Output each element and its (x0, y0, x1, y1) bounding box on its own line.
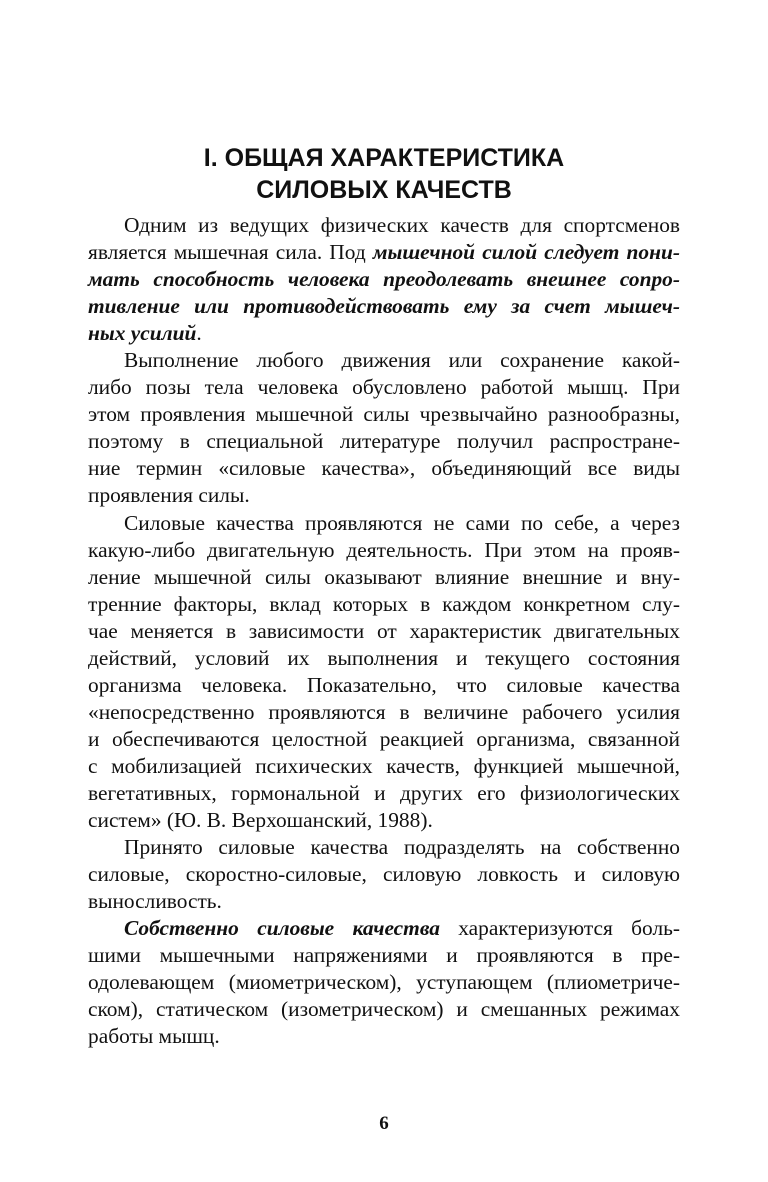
emphasis-text: мышечной силой следует пони- (372, 240, 680, 265)
text-line: Принято силовые качества подразделять на собственно (124, 835, 680, 860)
chapter-title-line-1: I. ОБЩАЯ ХАРАКТЕРИСТИКА (203, 144, 565, 172)
emphasis-line: мать способность человека преодолевать внешнее сопро- (88, 267, 680, 292)
text-line: либо позы тела человека обусловлено работой мышц. При (88, 375, 680, 400)
chapter-title (0, 142, 768, 206)
page-number: 6 (379, 1113, 389, 1134)
text-line: действий, условий их выполнения и текущего состояния (88, 645, 680, 670)
text-line: чае меняется в зависимости от характеристик двигательных (88, 618, 680, 643)
text-line: ском), статическом (изометрическом) и смешанных режимах (88, 997, 680, 1022)
text-line: и обеспечиваются целостной реакцией организма, связанной (88, 726, 680, 751)
paragraph-5 (88, 915, 680, 1050)
text-line: шими мышечными напряжениями и проявляются в пре- (88, 943, 680, 968)
emphasis-line: тивление или противодействовать ему за счет мышеч- (88, 294, 680, 319)
emphasis-text: ных усилий (88, 321, 197, 346)
text-line: ление мышечной силы оказывают влияние внешние и вну- (88, 564, 680, 589)
paragraph-2 (88, 347, 680, 509)
text-line: поэтому в специальной литературе получил распростране- (88, 429, 680, 454)
text-line: какую-либо двигательную деятельность. При этом на прояв- (88, 537, 680, 562)
text-line: систем» (Ю. В. Верхошанский, 1988). (88, 808, 433, 833)
text-line (88, 239, 680, 266)
text-line: тренние факторы, вклад которых в каждом конкретном слу- (88, 591, 680, 616)
text-line: «непосредственно проявляются в величине рабочего усилия (88, 699, 680, 724)
text-line: вегетативных, гормональной и других его физиологических (88, 780, 680, 805)
text-line (88, 915, 680, 942)
text-line: организма человека. Показательно, что силовые качества (88, 672, 680, 697)
text-line: Одним из ведущих физических качеств для спортсменов (124, 213, 680, 237)
text-line: проявления силы. (88, 483, 250, 508)
text-line: Выполнение любого движения или сохранение какой- (124, 348, 680, 373)
paragraph-1 (88, 212, 680, 347)
text-run: является мышечная сила. Под (88, 240, 373, 265)
text-run: характеризуются боль- (439, 916, 680, 941)
text-line: Силовые качества проявляются не сами по себе, а через (124, 510, 680, 535)
text-line: одолевающем (миометрическом), уступающем (плиометриче- (88, 970, 680, 995)
emphasis-text: Собственно силовые качества (124, 916, 440, 941)
text-line: работы мышц. (88, 1024, 220, 1049)
chapter-title-line-2: СИЛОВЫХ КАЧЕСТВ (256, 176, 512, 204)
text-line: выносливость. (88, 889, 222, 914)
text-line: силовые, скоростно-силовые, силовую ловкость и силовую (88, 862, 680, 887)
text-run: . (196, 321, 202, 346)
paragraph-3 (88, 510, 680, 835)
text-line: этом проявления мышечной силы чрезвычайно разнообразны, (88, 402, 680, 427)
text-line (88, 320, 680, 347)
paragraph-4 (88, 834, 680, 915)
text-line: с мобилизацией психических качеств, функцией мышечной, (88, 753, 680, 778)
text-line: ние термин «силовые качества», объединяющий все виды (88, 456, 680, 481)
body-text (88, 212, 680, 1050)
